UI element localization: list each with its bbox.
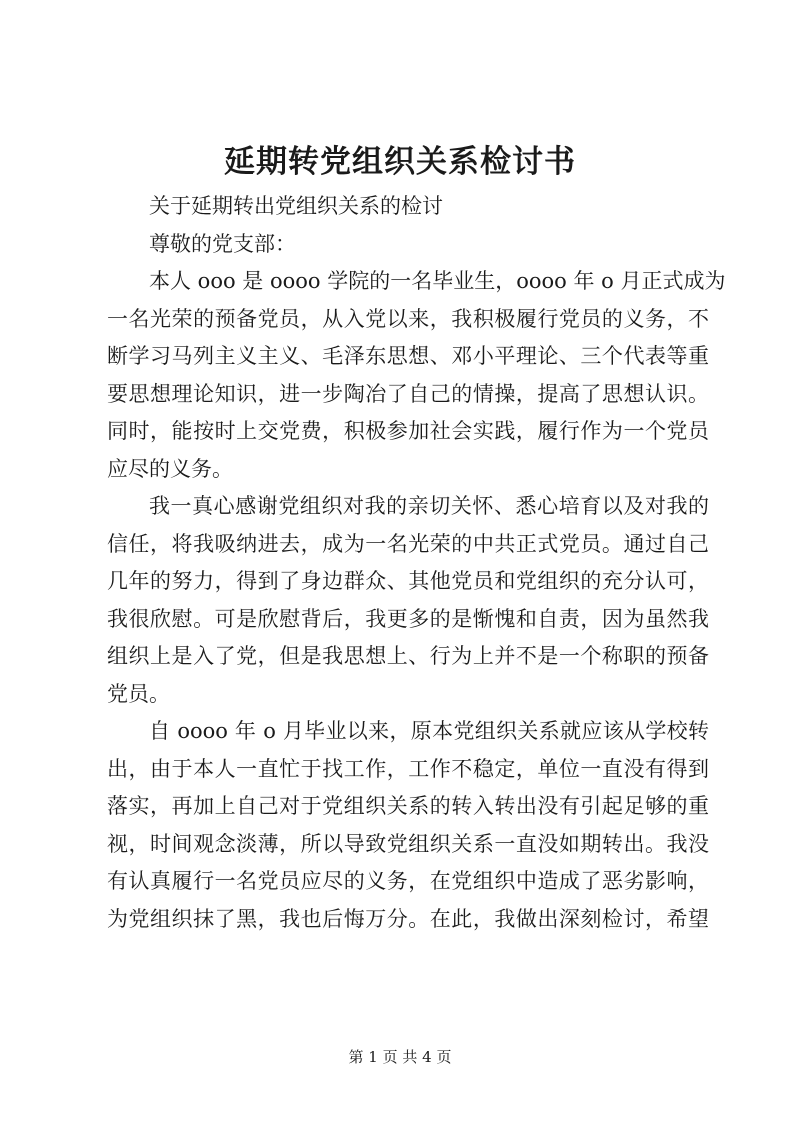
text-line: 同时，能按时上交党费，积极参加社会实践，履行作为一个党员 (107, 419, 709, 443)
text-line: 关于延期转出党组织关系的检讨 (149, 194, 443, 218)
text-line: 一名光荣的预备党员，从入党以来，我积极履行党员的义务，不 (107, 306, 709, 331)
text-line: 尊敬的党支部： (149, 231, 296, 256)
text-line: 自 oooo 年 o 月毕业以来，原本党组织关系就应该从学校转 (149, 719, 709, 743)
text-line: 几年的努力，得到了身边群众、其他党员和党组织的充分认可， (107, 569, 709, 593)
text-line: 落实，再加上自己对于党组织关系的转入转出没有引起足够的重 (107, 794, 709, 818)
text-line: 断学习马列主义主义、毛泽东思想、邓小平理论、三个代表等重 (107, 344, 709, 368)
document-body (107, 188, 726, 938)
text-line: 出，由于本人一直忙于找工作，工作不稳定，单位一直没有得到 (107, 756, 709, 781)
page-footer: 第 1 页 共 4 页 (348, 1048, 452, 1066)
text-line: 本人 ooo 是 oooo 学院的一名毕业生，oooo 年 o 月正式成为 (149, 269, 726, 293)
text-line: 有认真履行一名党员应尽的义务，在党组织中造成了恶劣影响， (107, 869, 709, 893)
text-line: 要思想理论知识，进一步陶冶了自己的情操，提高了思想认识。 (107, 381, 709, 406)
text-line: 应尽的义务。 (107, 456, 233, 481)
text-line: 组织上是入了党，但是我思想上、行为上并不是一个称职的预备 (107, 644, 709, 668)
text-line: 视，时间观念淡薄，所以导致党组织关系一直没如期转出。我没 (107, 831, 709, 856)
text-line: 信任，将我吸纳进去，成为一名光荣的中共正式党员。通过自己 (107, 531, 709, 556)
document-title: 延期转党组织关系检讨书 (224, 144, 576, 180)
text-line: 我很欣慰。可是欣慰背后，我更多的是惭愧和自责，因为虽然我 (107, 606, 709, 631)
text-line: 党员。 (107, 681, 170, 706)
text-line: 我一真心感谢党组织对我的亲切关怀、悉心培育以及对我的 (149, 494, 709, 518)
text-line: 为党组织抹了黑，我也后悔万分。在此，我做出深刻检讨，希望 (107, 906, 709, 931)
